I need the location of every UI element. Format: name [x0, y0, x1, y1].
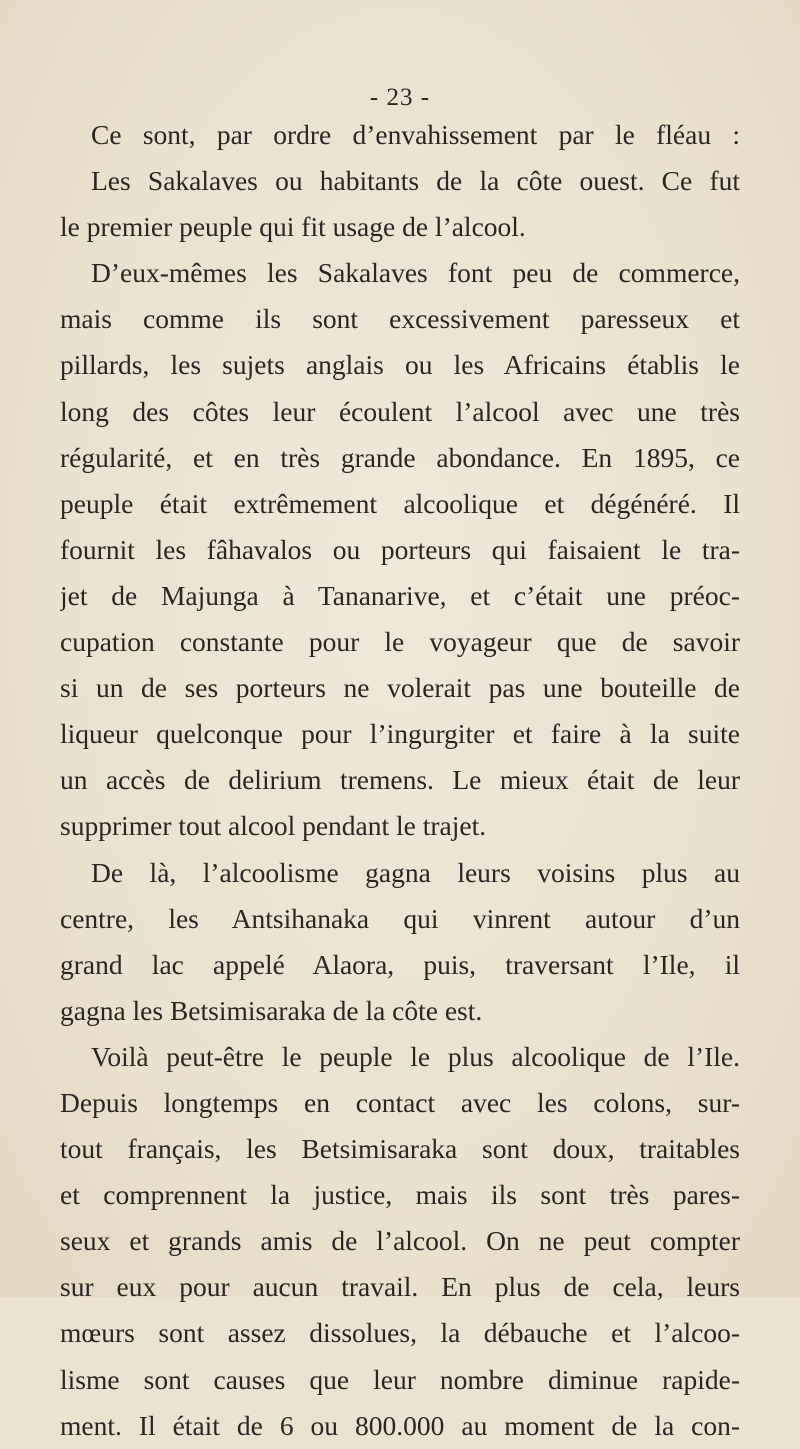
text-line: D’eux-mêmes les Sakalaves font peu de commerce,: [91, 257, 740, 289]
text-line: jet de Majunga à Tananarive, et c’était une préoc-: [60, 579, 740, 611]
text-line: long des côtes leur écoulent l’alcool avec une très: [60, 395, 740, 427]
text-line: Depuis longtemps en contact avec les colons, sur-: [60, 1086, 740, 1118]
text-line: un accès de delirium tremens. Le mieux était de leur: [60, 764, 740, 796]
text-line: tout français, les Betsimisaraka sont doux, traitables: [60, 1133, 740, 1165]
text-line: mais comme ils sont excessivement paresseux et: [60, 303, 740, 335]
text-line: pillards, les sujets anglais ou les Africains établis le: [60, 349, 740, 381]
text-line: liqueur quelconque pour l’ingurgiter et faire à la suite: [60, 718, 740, 750]
text-line: lisme sont causes que leur nombre diminue rapide-: [60, 1363, 740, 1395]
text-line: ment. Il était de 6 ou 800.000 au moment de la con-: [60, 1409, 740, 1441]
text-line: gagna les Betsimisaraka de la côte est.: [60, 994, 483, 1026]
text-line: le premier peuple qui fit usage de l’alcool.: [60, 211, 526, 243]
text-line: Les Sakalaves ou habitants de la côte ouest. Ce fut: [91, 165, 740, 197]
text-line: cupation constante pour le voyageur que de savoir: [60, 626, 740, 658]
text-line: De là, l’alcoolisme gagna leurs voisins plus au: [91, 856, 740, 888]
text-line: supprimer tout alcool pendant le trajet.: [60, 810, 487, 842]
text-line: régularité, et en très grande abondance. En 1895, ce: [60, 441, 740, 473]
text-line: et comprennent la justice, mais ils sont très pares-: [60, 1179, 740, 1211]
text-line: seux et grands amis de l’alcool. On ne peut compter: [60, 1225, 740, 1257]
text-line: mœurs sont assez dissolues, la débauche et l’alcoo-: [60, 1317, 740, 1349]
text-line: Voilà peut-être le peuple le plus alcoolique de l’Ile.: [91, 1040, 740, 1072]
text-line: sur eux pour aucun travail. En plus de cela, leurs: [60, 1271, 740, 1303]
text-line: centre, les Antsihanaka qui vinrent autour d’un: [60, 902, 740, 934]
text-line: fournit les fâhavalos ou porteurs qui faisaient le tra-: [60, 533, 740, 565]
text-line: peuple était extrêmement alcoolique et dégénéré. Il: [60, 487, 740, 519]
page-number: - 23 -: [369, 84, 431, 111]
body-text: [60, 112, 740, 1449]
text-line: si un de ses porteurs ne volerait pas une bouteille de: [60, 672, 740, 704]
text-line: Ce sont, par ordre d’envahissement par le fléau :: [91, 119, 740, 150]
text-line: grand lac appelé Alaora, puis, traversant l’Ile, il: [60, 948, 740, 980]
